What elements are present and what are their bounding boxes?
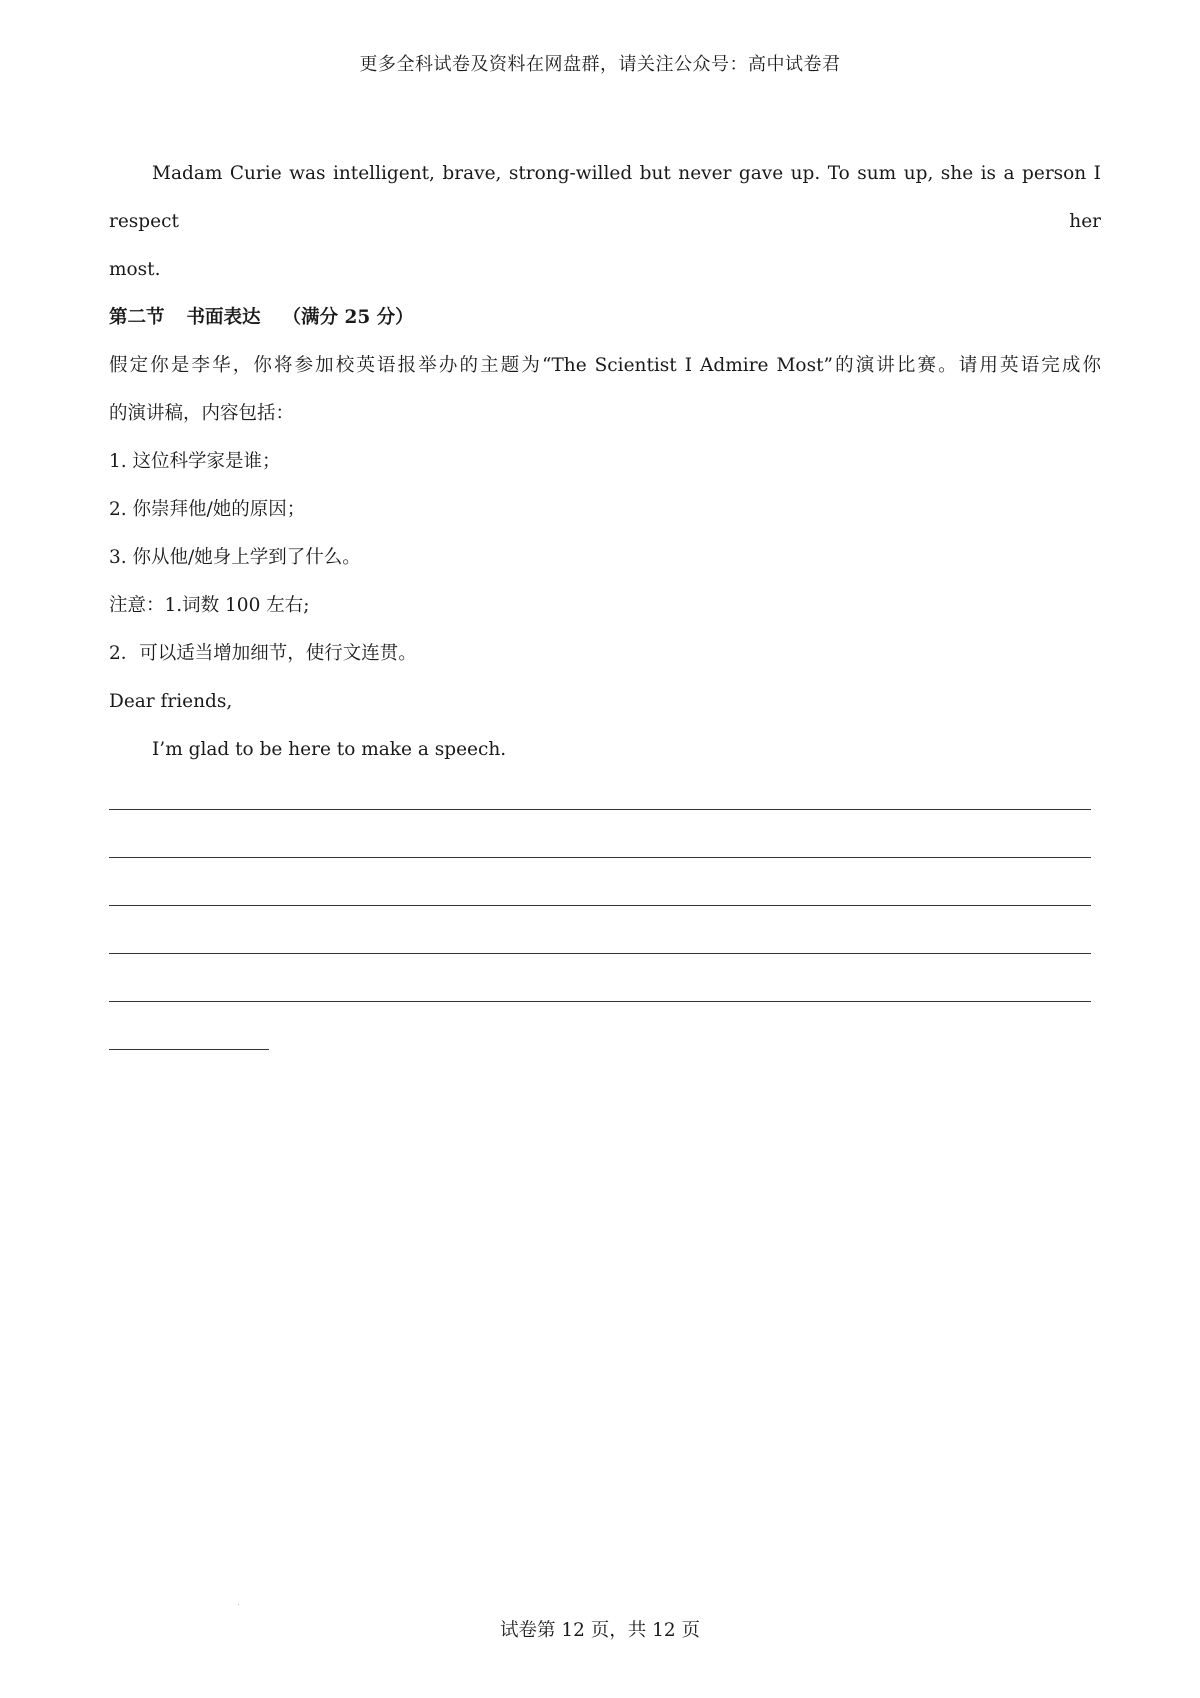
answer-line-rule [109, 857, 1091, 858]
closing-paragraph-line-2: most. [109, 259, 161, 280]
section-number: 第二节 [109, 307, 165, 328]
answer-line[interactable] [109, 774, 1101, 822]
note-details: 2．可以适当增加细节，使行文连贯。 [109, 643, 417, 664]
answer-line-rule [109, 1001, 1091, 1002]
closing-paragraph-line-1: Madam Curie was intelligent, brave, strong-willed but never gave up. To sum up, she is a person I respect her [109, 163, 1101, 232]
opening-sentence: I’m glad to be here to make a speech. [152, 739, 507, 760]
requirement-item-3: 3. 你从他/她身上学到了什么。 [109, 547, 361, 568]
answer-line-short[interactable] [109, 1014, 1101, 1062]
scan-speck [238, 1604, 239, 1605]
page-header: 更多全科试卷及资料在网盘群，请关注公众号：高中试卷君 [359, 54, 841, 75]
prompt-line-1: 假定你是李华，你将参加校英语报举办的主题为“The Scientist I Admire Most”的演讲比赛。请用英语完成你 [109, 355, 1101, 376]
note-word-count: 注意：1.词数 100 左右; [109, 595, 310, 616]
answer-line-rule [109, 905, 1091, 906]
answer-line[interactable] [109, 870, 1101, 918]
answer-line-rule [109, 1049, 269, 1050]
requirement-item-2: 2. 你崇拜他/她的原因； [109, 499, 306, 520]
section-name: 书面表达 [186, 307, 261, 328]
requirement-item-1: 1. 这位科学家是谁； [109, 451, 281, 472]
page-footer: 试卷第 12 页，共 12 页 [499, 1620, 701, 1641]
answer-line-rule [109, 953, 1091, 954]
page-content [109, 150, 1101, 1062]
answer-line[interactable] [109, 822, 1101, 870]
salutation: Dear friends, [109, 691, 233, 712]
answer-line[interactable] [109, 966, 1101, 1014]
section-heading [109, 294, 1101, 342]
answer-line[interactable] [109, 918, 1101, 966]
answer-line-rule [109, 809, 1091, 810]
section-score: （满分 25 分） [282, 307, 414, 328]
prompt-line-2: 的演讲稿，内容包括： [109, 403, 295, 424]
